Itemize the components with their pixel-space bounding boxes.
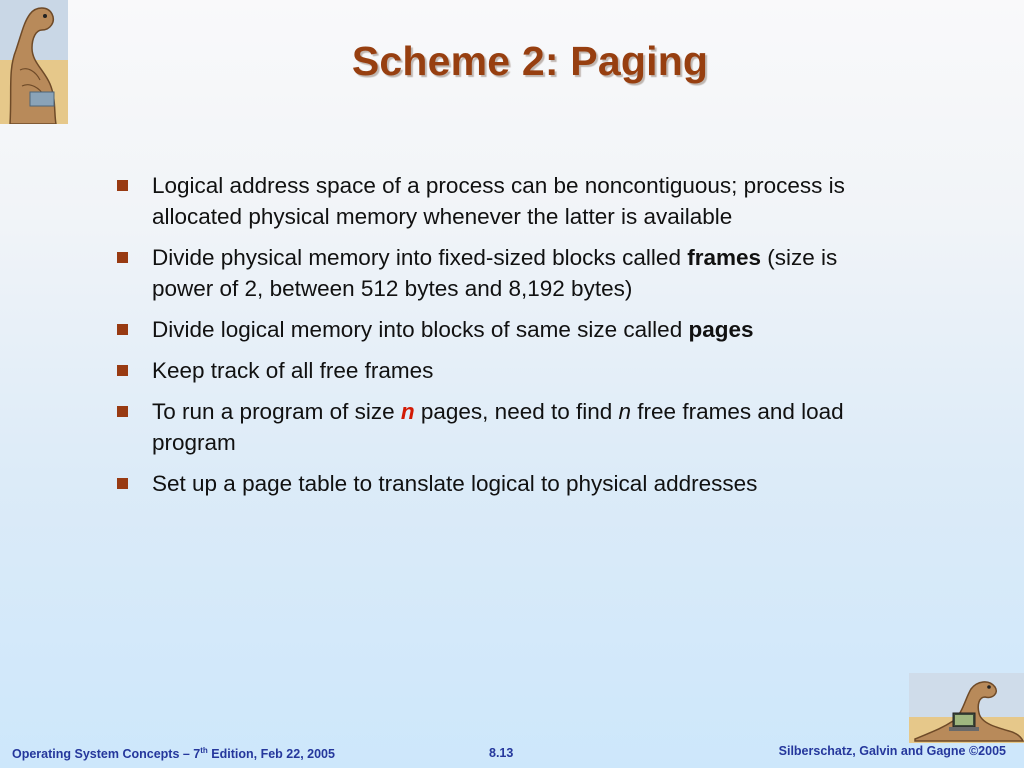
square-bullet-icon [117, 365, 128, 376]
bullet-text: (size is power of 2, between 512 bytes and 8,192 bytes) [152, 245, 838, 301]
slide-title: Scheme 2: Paging [351, 38, 709, 84]
bullet-item [112, 396, 852, 458]
bold-term: frames [687, 245, 762, 270]
bullet-list [112, 170, 852, 509]
bold-term: pages [688, 317, 754, 342]
bullet-text: Set up a page table to translate logical to physical addresses [152, 471, 758, 496]
bullet-text: Divide logical memory into blocks of same size called [152, 317, 689, 342]
square-bullet-icon [117, 406, 128, 417]
variable-n: n [400, 399, 415, 424]
square-bullet-icon [117, 478, 128, 489]
square-bullet-icon [117, 180, 128, 191]
footer [0, 744, 1024, 764]
footer-book-title-text: Operating System Concepts – 7 [12, 747, 201, 761]
dinosaur-laptop-logo-icon [909, 673, 1024, 743]
bullet-text: pages, need to find [414, 399, 619, 424]
bullet-item [112, 314, 852, 345]
bullet-item [112, 242, 852, 304]
footer-edition-date: Edition, Feb 22, 2005 [207, 747, 335, 761]
bullet-text: Keep track of all free frames [152, 358, 434, 383]
bullet-item [112, 355, 852, 386]
bullet-text: To run a program of size [152, 399, 401, 424]
slide-number: 8.13 [489, 746, 514, 760]
variable-n: n [618, 399, 632, 424]
footer-authors: Silberschatz, Galvin and Gagne ©2005 [778, 744, 1006, 758]
square-bullet-icon [117, 324, 128, 335]
bullet-item [112, 170, 852, 232]
footer-superscript: th [200, 746, 208, 755]
bullet-text: free frames and load program [152, 399, 844, 455]
square-bullet-icon [117, 252, 128, 263]
bullet-text: Divide physical memory into fixed-sized blocks called [152, 245, 688, 270]
bullet-item [112, 468, 852, 499]
footer-book-title [12, 746, 335, 761]
bullet-text: Logical address space of a process can be noncontiguous; process is allocated physical memory whenever the latter is available [152, 173, 845, 229]
